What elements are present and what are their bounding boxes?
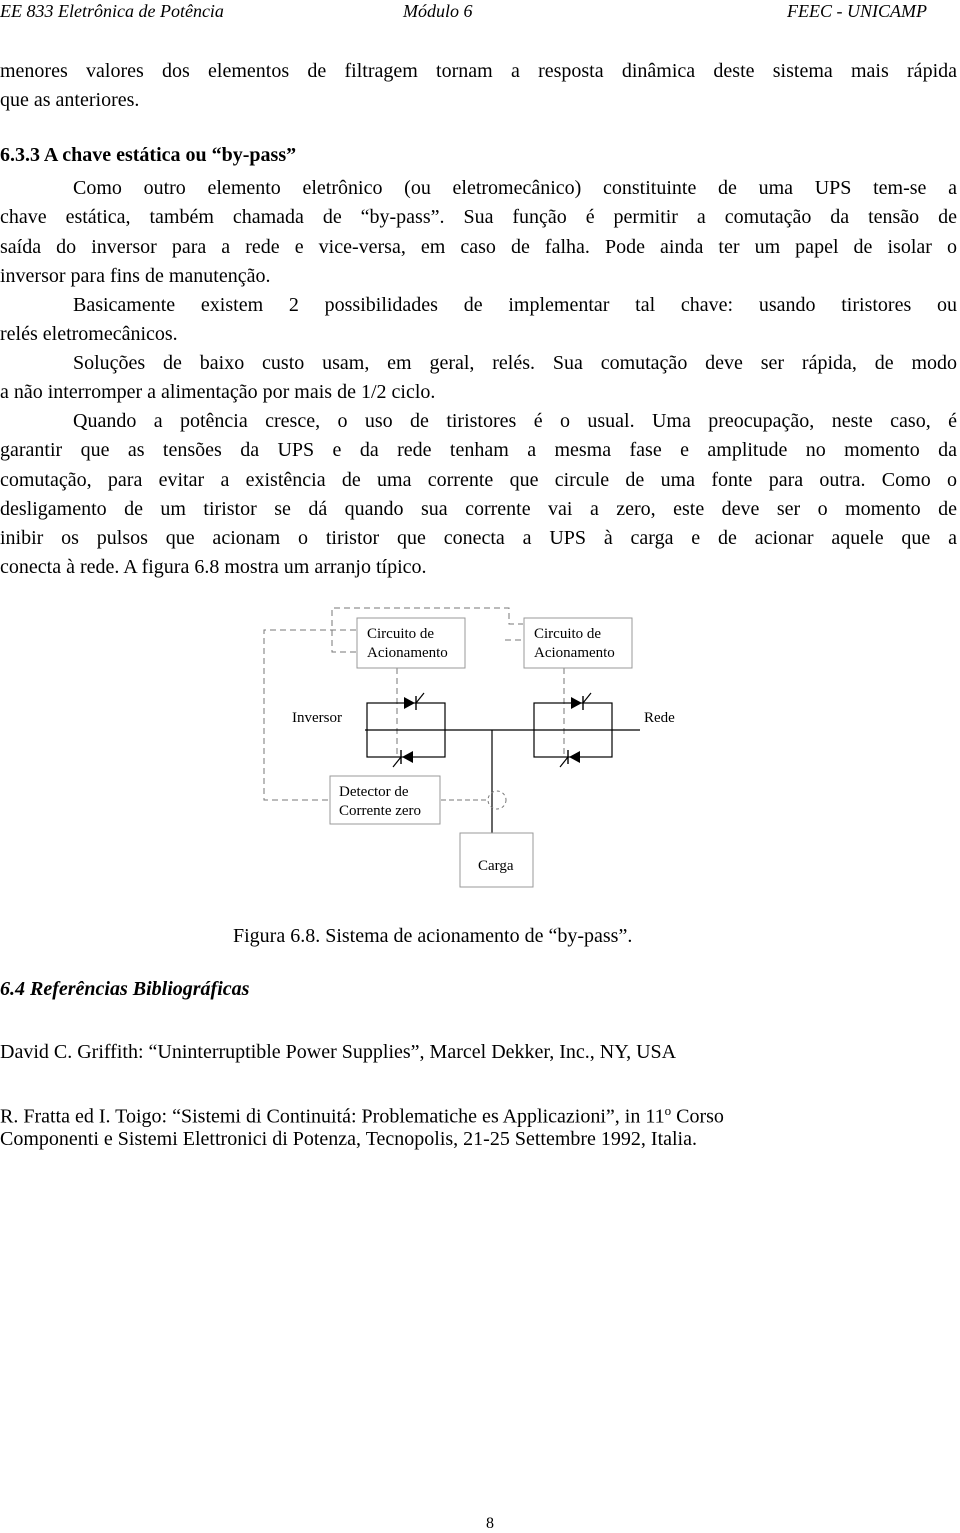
text-line: Soluções de baixo custo usam, em geral, relés. Sua comutação deve ser rápida, de modo — [73, 352, 957, 374]
reference-2-line2: Componenti e Sistemi Elettronici di Potenza, Tecnopolis, 21-25 Settembre 1992, Italia. — [0, 1128, 697, 1150]
load-label: Carga — [478, 858, 514, 874]
text-line: Como outro elemento eletrônico (ou eletromecânico) constituinte de uma UPS tem-se a — [73, 177, 957, 199]
drive-right-line1: Circuito de — [534, 626, 602, 642]
paragraph-1 — [0, 174, 957, 291]
text-line: garantir que as tensões da UPS e da rede tenham a mesma fase e amplitude no momento da — [0, 439, 957, 462]
reference-2-superscript: o — [664, 1103, 672, 1118]
text-line: que as anteriores. — [0, 89, 140, 112]
detector-line1: Detector de — [339, 784, 409, 800]
drive-left-line1: Circuito de — [367, 626, 435, 642]
reference-1: David C. Griffith: “Uninterruptible Power Supplies”, Marcel Dekker, Inc., NY, USA — [0, 1041, 677, 1063]
text-line: conecta à rede. A figura 6.8 mostra um arranjo típico. — [0, 556, 427, 579]
bypass-diagram — [0, 602, 960, 892]
header-course: EE 833 Eletrônica de Potência — [0, 1, 224, 21]
reference-2-text-end: Corso — [671, 1105, 724, 1128]
text-line: inibir os pulsos que acionam o tiristor que conecta a UPS à carga e de acionar aquele que a — [0, 527, 957, 550]
detector-line2: Corrente zero — [339, 803, 422, 819]
header-module: Módulo 6 — [403, 1, 473, 21]
text-line: saída do inversor para a rede e vice-versa, em caso de falha. Pode ainda ter um papel de isolar o — [0, 235, 957, 258]
figure-caption: Figura 6.8. Sistema de acionamento de “by-pass”. — [233, 925, 633, 947]
text-line: a não interromper a alimentação por mais de 1/2 ciclo. — [0, 381, 436, 404]
paragraph-4 — [0, 407, 957, 583]
text-line: relés eletromecânicos. — [0, 323, 178, 346]
intro-paragraph — [0, 57, 957, 116]
paragraph-2 — [0, 291, 957, 350]
header-school: FEEC - UNICAMP — [787, 1, 927, 21]
inverter-label: Inversor — [292, 710, 342, 726]
text-line: Basicamente existem 2 possibilidades de implementar tal chave: usando tiristores ou — [73, 294, 957, 316]
reference-2-text: R. Fratta ed I. Toigo: “Sistemi di Continuitá: Problematiche es Applicazioni”, in 11 — [0, 1105, 665, 1128]
section-heading: 6.3.3 A chave estática ou “by-pass” — [0, 144, 297, 166]
text-line: inversor para fins de manutenção. — [0, 264, 271, 287]
drive-left-line2: Acionamento — [367, 645, 448, 661]
references-heading: 6.4 Referências Bibliográficas — [0, 978, 250, 1000]
grid-label: Rede — [644, 710, 675, 726]
text-line: chave estática, também chamada de “by-pass”. Sua função é permitir a comutação da tensão de — [0, 206, 957, 229]
page-number: 8 — [486, 1515, 494, 1532]
drive-right-line2: Acionamento — [534, 645, 615, 661]
paragraph-3 — [0, 349, 957, 408]
text-line: Quando a potência cresce, o uso de tiristores é o usual. Uma preocupação, neste caso, é — [73, 410, 957, 432]
text-line: menores valores dos elementos de filtragem tornam a resposta dinâmica deste sistema mais rápida — [0, 60, 957, 82]
text-line: desligamento de um tiristor se dá quando sua corrente vai a zero, este deve ser o momento de — [0, 497, 957, 520]
text-line: comutação, para evitar a existência de uma corrente que circule de uma fonte para outra. Como o — [0, 468, 957, 491]
